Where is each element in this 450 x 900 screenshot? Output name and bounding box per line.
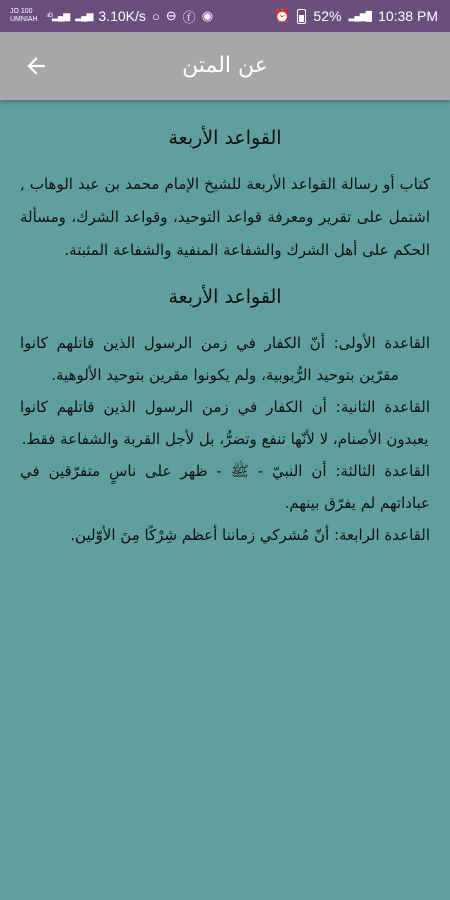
status-right	[274, 0, 438, 32]
rule-3: القاعدة الثالثة: أن النبيّ - ﷺ - ظهر على ناسٍ متفرّقين في عباداتهم لم يفرّق بينهم.	[20, 462, 430, 512]
signal-4g-icon: ⁴ᴳ▂▄▆	[45, 10, 70, 21]
rule-1: القاعدة الأولى: أنّ الكفار في زمن الرسول الذين قاتلهم كانوا مقرّين بتوحيد الرُّبوبية، ولم يكونوا مقرين بتوحيد الألوهية.	[20, 334, 430, 384]
minus-circle-icon: ⊖	[165, 8, 177, 23]
intro-paragraph: كتاب أو رسالة القواعد الأربعة للشيخ الإمام محمد بن عبد الوهاب , اشتمل على تقرير ومعرفة قواعد التوحيد، وقواعد الشرك، ومسألة الحكم على أهل الشرك والشفاعة المنفية والشفاعة المثبتة.	[20, 175, 430, 259]
alarm-icon: ⏰	[274, 8, 291, 23]
carrier-line2: UMNIAH	[10, 16, 38, 23]
network-speed: 3.10K/s	[98, 8, 146, 24]
rule-4: القاعدة الرابعة: أنّ مُشركي زماننا أعظم شِرْكًا مِنَ الأوّلين.	[70, 526, 430, 544]
main-content	[20, 110, 430, 551]
battery-percent: 52%	[313, 8, 342, 24]
clock: 10:38 PM	[378, 8, 438, 24]
app-bar-title: عن المتن	[182, 53, 268, 78]
wifi-signal-icon: ▂▄▆	[75, 10, 93, 21]
sync-icon: ○	[151, 8, 160, 24]
facebook-icon: ⓕ	[182, 9, 196, 25]
battery-icon	[297, 9, 306, 24]
carrier-line1: JO 100	[10, 8, 33, 15]
status-bar	[0, 0, 450, 32]
section-title-1: القواعد الأربعة	[168, 127, 282, 149]
messenger-icon: ◉	[201, 8, 214, 23]
app-bar	[0, 32, 450, 100]
status-left	[10, 0, 213, 32]
rule-2: القاعدة الثانية: أن الكفار في زمن الرسول الذين قاتلهم كانوا يعبدون الأصنام، لا لأنّها تنفع وتضرُّ، بل لأجل القربة والشفاعة فقط.	[20, 398, 430, 448]
section-title-2: القواعد الأربعة	[168, 286, 282, 308]
carrier-label	[10, 8, 38, 24]
cell-signal-icon: ▂▄▆█	[348, 10, 372, 21]
